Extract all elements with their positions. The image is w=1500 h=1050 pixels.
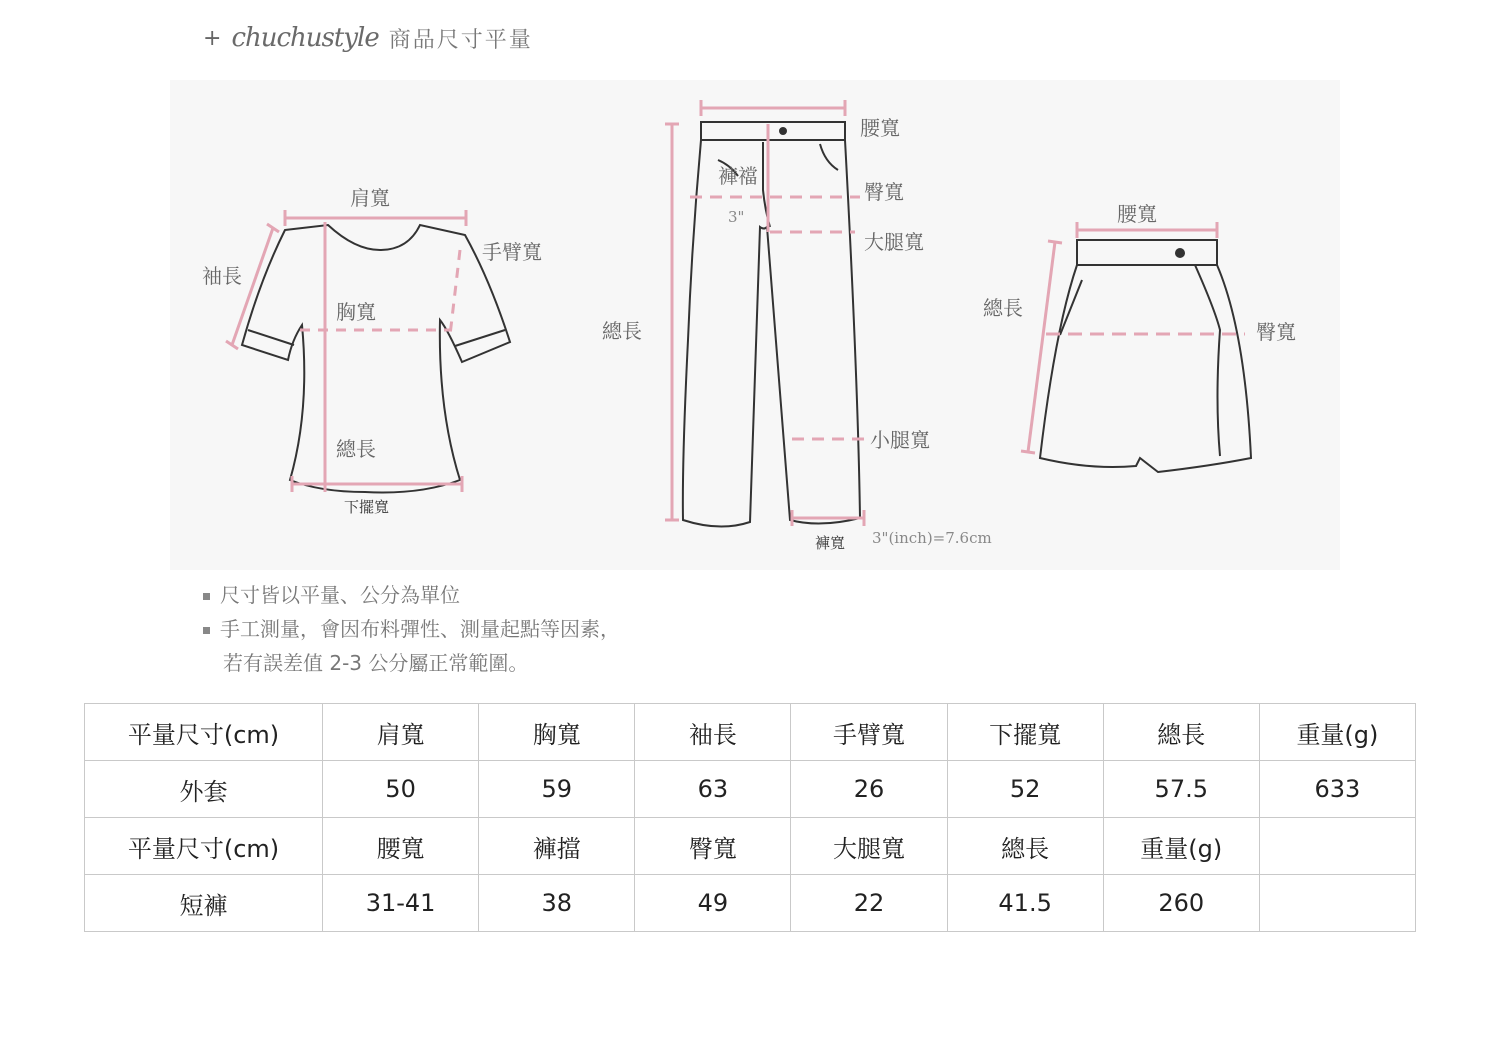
table-cell: 大腿寬 <box>791 818 947 875</box>
table-cell: 臀寬 <box>635 818 791 875</box>
table-cell: 59 <box>479 761 635 818</box>
measurement-notes <box>203 578 620 680</box>
pants-rise-label: 褲襠 <box>718 164 758 188</box>
table-cell: 袖長 <box>635 704 791 761</box>
bullet-icon <box>203 627 210 634</box>
note-item: 若有誤差值 2-3 公分屬正常範圍。 <box>223 651 529 675</box>
table-cell: 平量尺寸(cm) <box>85 704 323 761</box>
table-row <box>85 818 1416 875</box>
table-cell: 重量(g) <box>1259 704 1415 761</box>
table-cell: 38 <box>479 875 635 932</box>
pants-outline <box>701 122 845 140</box>
header <box>203 18 533 58</box>
tshirt-length-label: 總長 <box>336 437 376 461</box>
table-cell: 短褲 <box>85 875 323 932</box>
table-cell: 57.5 <box>1103 761 1259 818</box>
table-cell: 總長 <box>1103 704 1259 761</box>
table-cell <box>1259 875 1415 932</box>
table-cell: 平量尺寸(cm) <box>85 818 323 875</box>
pants-length-label: 總長 <box>602 319 642 343</box>
tshirt-hem-label: 下擺寬 <box>344 498 390 516</box>
note-item: 手工測量，會因布料彈性、測量起點等因素， <box>203 612 620 646</box>
table-cell: 腰寬 <box>323 818 479 875</box>
table-cell: 下擺寬 <box>947 704 1103 761</box>
table-cell: 49 <box>635 875 791 932</box>
pants-leg-opening-label: 褲寬 <box>815 534 846 552</box>
table-cell: 633 <box>1259 761 1415 818</box>
table-cell: 26 <box>791 761 947 818</box>
skirt-waist-label: 腰寬 <box>1117 202 1157 226</box>
pants-hip-label: 臀寬 <box>864 180 904 204</box>
table-cell <box>1259 818 1415 875</box>
table-cell: 22 <box>791 875 947 932</box>
tshirt-arm-width-label: 手臂寬 <box>482 240 542 264</box>
table-cell: 50 <box>323 761 479 818</box>
pants-rise-offset-label: 3" <box>728 208 745 226</box>
table-cell: 31-41 <box>323 875 479 932</box>
skirt-length-label: 總長 <box>983 296 1023 320</box>
tshirt-shoulder-label: 肩寬 <box>350 186 390 210</box>
note-item: 尺寸皆以平量、公分為單位 <box>203 578 620 612</box>
table-cell: 260 <box>1103 875 1259 932</box>
skirt-outline <box>1077 240 1217 265</box>
table-cell: 外套 <box>85 761 323 818</box>
plus-icon: + <box>203 25 222 51</box>
brand-logo: chuchustyle <box>231 23 379 53</box>
table-cell: 肩寬 <box>323 704 479 761</box>
inch-conversion-note: 3"(inch)=7.6cm <box>872 529 992 547</box>
size-diagram <box>170 80 1340 570</box>
tshirt-sleeve-length-label: 袖長 <box>202 264 242 288</box>
tshirt-chest-label: 胸寬 <box>336 300 376 324</box>
skirt-hip-label: 臀寬 <box>1256 320 1296 344</box>
table-row <box>85 875 1416 932</box>
pants-calf-label: 小腿寬 <box>870 428 930 452</box>
page-title: 商品尺寸平量 <box>388 27 533 53</box>
table-cell: 重量(g) <box>1103 818 1259 875</box>
bullet-icon <box>203 593 210 600</box>
pants-thigh-label: 大腿寬 <box>864 230 924 254</box>
table-cell: 41.5 <box>947 875 1103 932</box>
pants-waist-label: 腰寬 <box>860 116 900 140</box>
table-cell: 63 <box>635 761 791 818</box>
table-cell: 胸寬 <box>479 704 635 761</box>
table-cell: 52 <box>947 761 1103 818</box>
table-row <box>85 761 1416 818</box>
table-cell: 手臂寬 <box>791 704 947 761</box>
table-cell: 褲擋 <box>479 818 635 875</box>
table-cell: 總長 <box>947 818 1103 875</box>
size-table <box>84 703 1416 932</box>
tshirt-outline <box>242 225 510 493</box>
table-row <box>85 704 1416 761</box>
